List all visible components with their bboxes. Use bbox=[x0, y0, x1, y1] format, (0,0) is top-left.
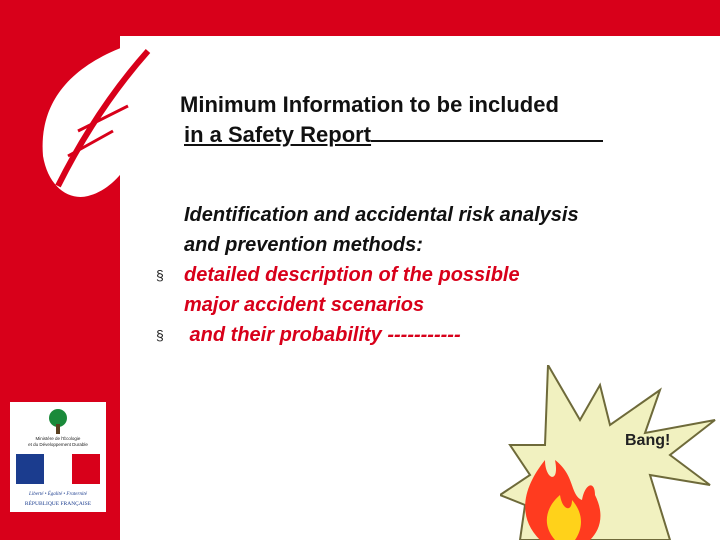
explosion-burst-icon bbox=[500, 365, 720, 540]
ministry-line-1: Ministère de l'Écologie bbox=[35, 436, 81, 441]
title-line-2: in a Safety Report bbox=[184, 122, 372, 147]
intro-line-1: Identification and accidental risk analysis bbox=[184, 204, 579, 226]
bullet-marker: § bbox=[156, 327, 164, 343]
bullet-marker: § bbox=[156, 267, 164, 283]
bang-label: Bang! bbox=[625, 432, 671, 449]
ministry-line-2: et du Développement Durable bbox=[28, 442, 88, 447]
bullet-line: major accident scenarios bbox=[184, 294, 425, 316]
bullet-line: detailed description of the possible bbox=[184, 264, 520, 286]
title-line-1: Minimum Information to be included bbox=[180, 92, 559, 117]
title-underline bbox=[371, 120, 603, 142]
bullet-item bbox=[156, 320, 698, 350]
republic: RÉPUBLIQUE FRANÇAISE bbox=[24, 501, 92, 507]
ministry-logo bbox=[10, 402, 106, 512]
bullet-line: and their probability ----------- bbox=[184, 324, 461, 346]
bullet-item bbox=[156, 260, 698, 320]
slide-title bbox=[180, 90, 700, 150]
slide-body bbox=[156, 200, 698, 350]
motto: Liberté • Égalité • Fraternité bbox=[29, 492, 87, 497]
intro-line-2: and prevention methods: bbox=[184, 234, 423, 256]
leaf-logo-icon bbox=[18, 36, 168, 206]
